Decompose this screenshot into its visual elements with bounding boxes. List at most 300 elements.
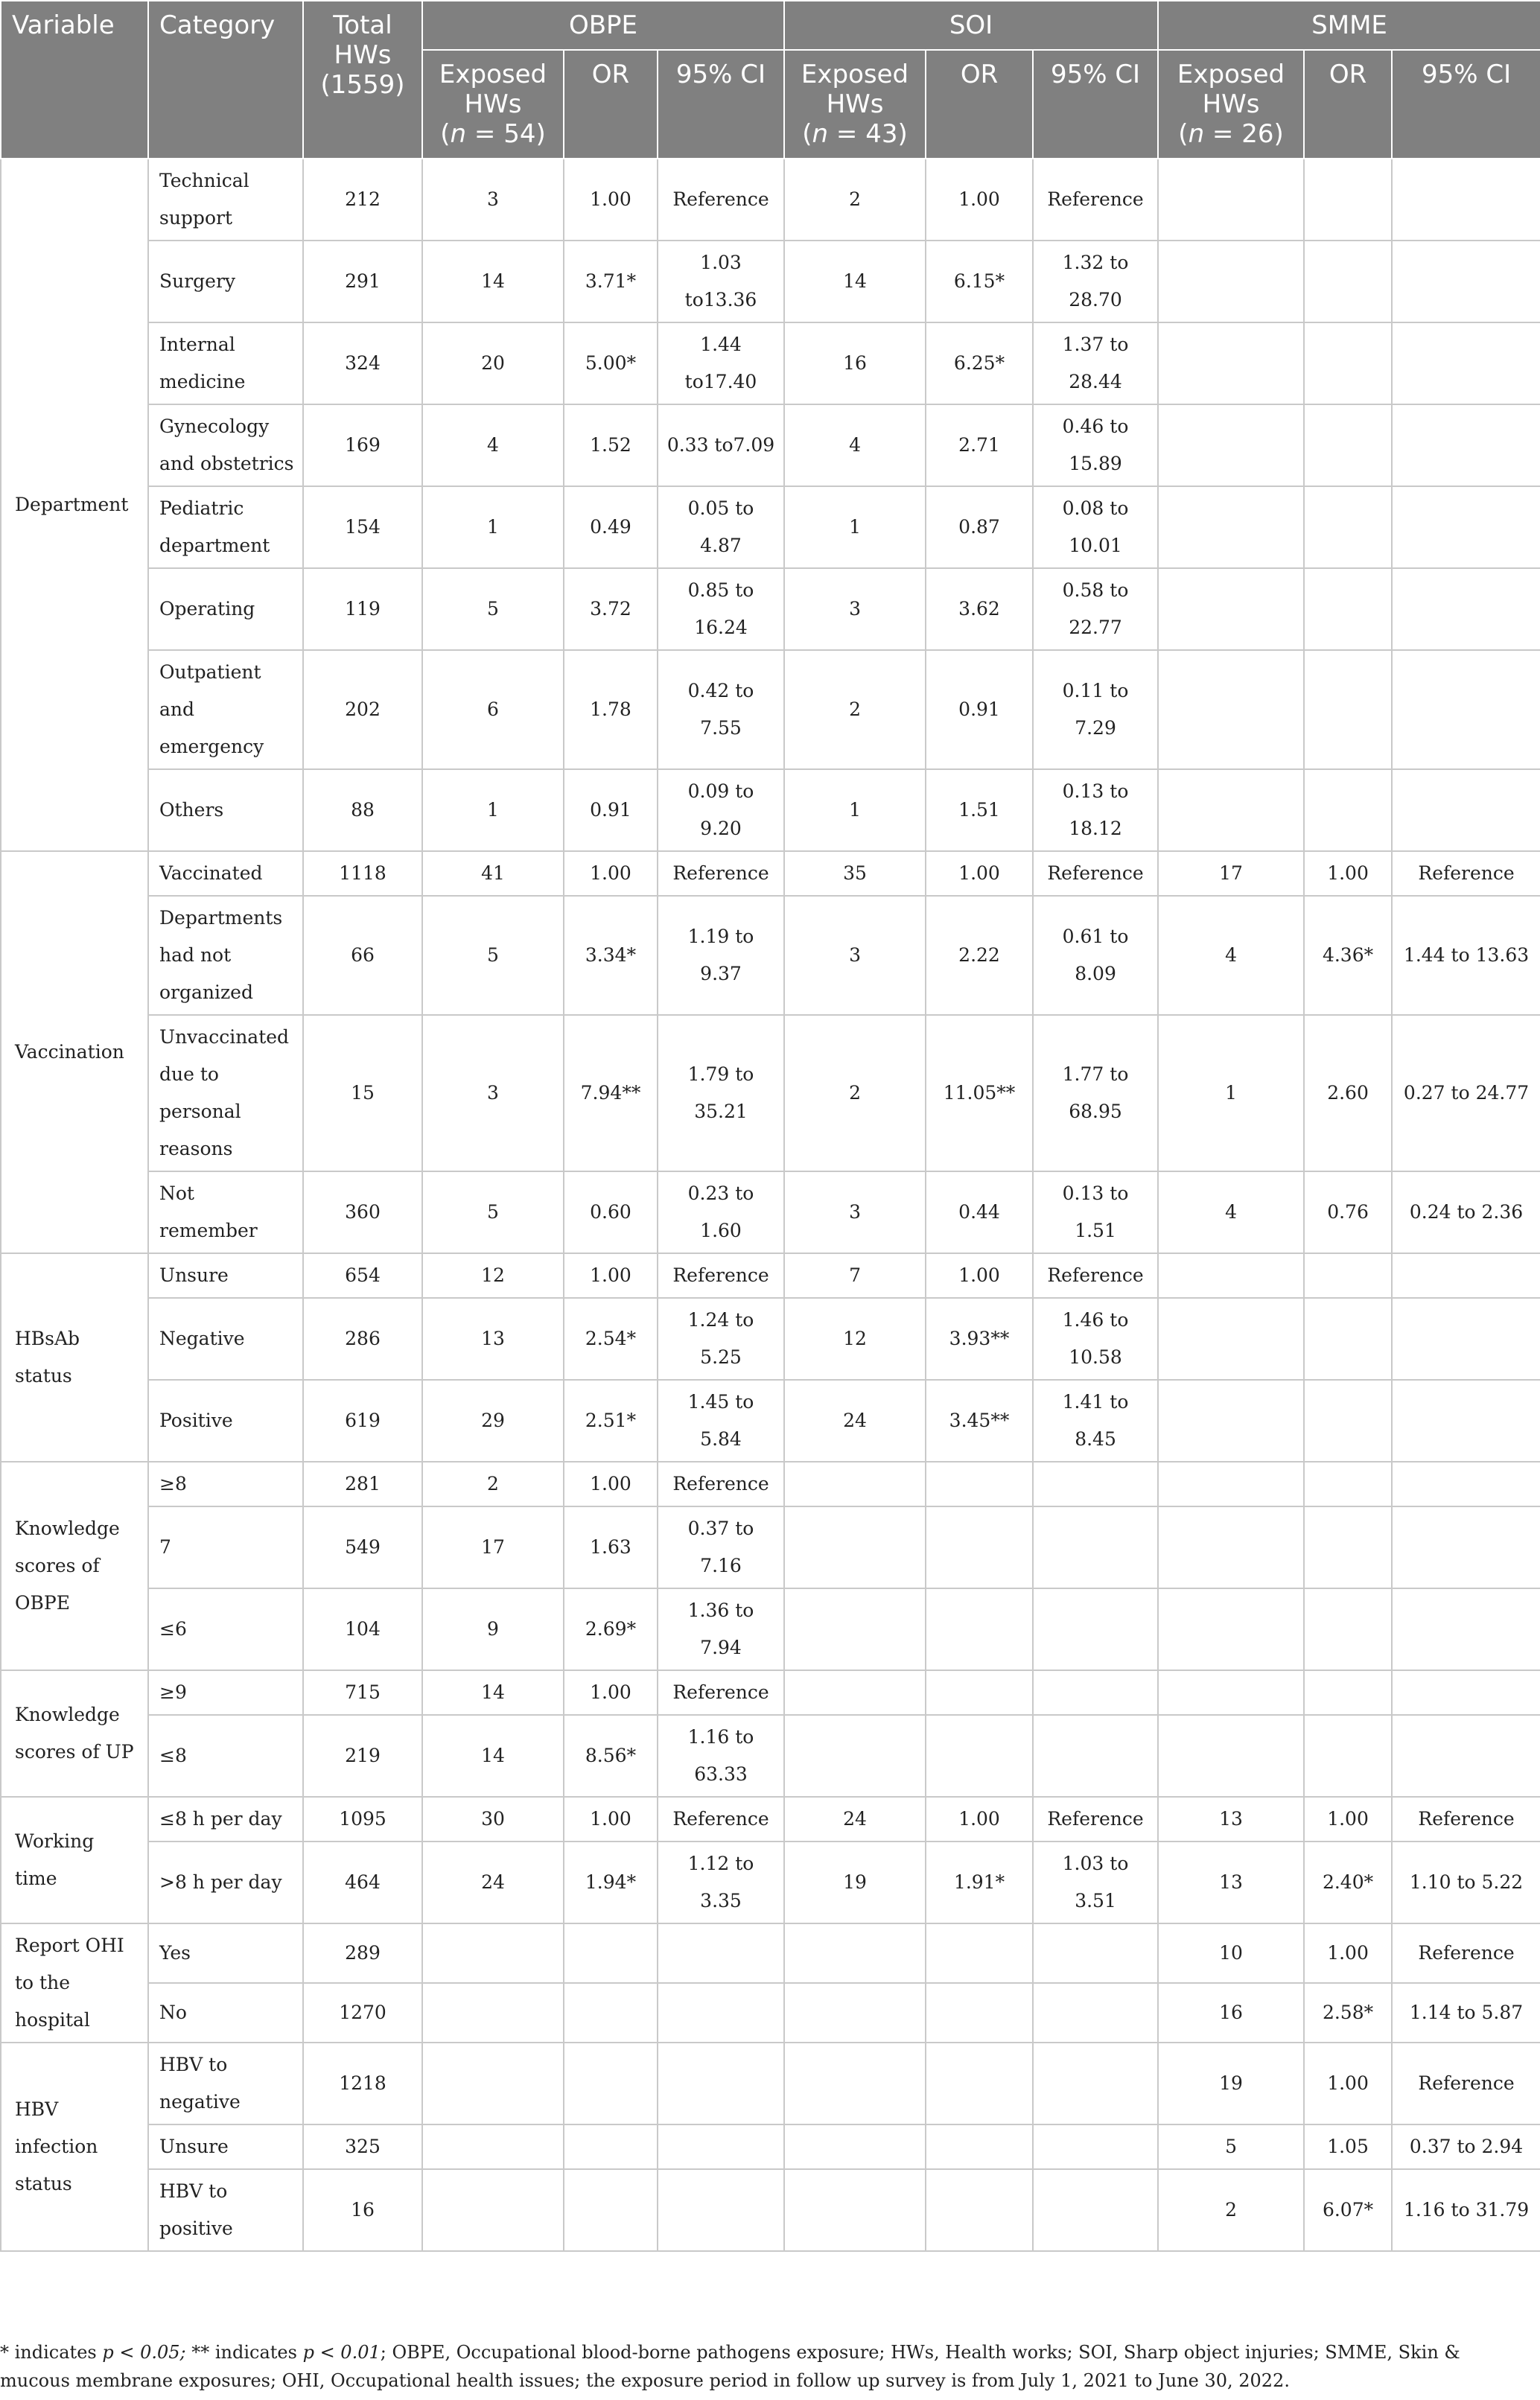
smme-ci-cell: 1.10 to 5.22 [1392, 1842, 1540, 1923]
soi-or-cell [926, 1715, 1033, 1797]
obpe-exposed-cell: 2 [422, 1462, 564, 1506]
soi-ci-cell [1033, 1923, 1158, 1983]
variable-cell: Vaccination [1, 851, 148, 1253]
soi-ci-cell: 0.58 to 22.77 [1033, 568, 1158, 650]
smme-exposed-cell [1158, 1715, 1304, 1797]
table-body [1, 159, 1540, 2251]
soi-group-header: SOI [784, 1, 1158, 50]
soi-or-cell: 6.15* [926, 241, 1033, 322]
obpe-or-cell: 1.00 [564, 159, 658, 241]
total-cell: 360 [303, 1171, 422, 1253]
total-cell: 1118 [303, 851, 422, 896]
smme-ci-cell [1392, 568, 1540, 650]
category-header: Category [148, 1, 303, 159]
category-cell: Operating [148, 568, 303, 650]
soi-exposed-cell: 12 [784, 1298, 926, 1380]
smme-or-cell: 1.05 [1304, 2124, 1392, 2169]
smme-ci-cell [1392, 1462, 1540, 1506]
obpe-or-cell: 1.00 [564, 1670, 658, 1715]
obpe-ci-cell: 1.16 to 63.33 [658, 1715, 784, 1797]
obpe-or-cell: 2.51* [564, 1380, 658, 1462]
smme-exposed-cell [1158, 486, 1304, 568]
smme-ci-cell: Reference [1392, 2043, 1540, 2124]
soi-ci-cell: 1.77 to 68.95 [1033, 1015, 1158, 1171]
obpe-or-cell: 5.00* [564, 322, 658, 404]
obpe-ci-cell [658, 1923, 784, 1983]
soi-ci-cell: Reference [1033, 159, 1158, 241]
total-cell: 715 [303, 1670, 422, 1715]
soi-ci-cell: 1.46 to 10.58 [1033, 1298, 1158, 1380]
soi-exposed-cell [784, 1462, 926, 1506]
soi-ci-cell: 0.13 to 1.51 [1033, 1171, 1158, 1253]
category-cell: HBV to negative [148, 2043, 303, 2124]
obpe-ci-cell: Reference [658, 1462, 784, 1506]
soi-or-cell [926, 2043, 1033, 2124]
obpe-exposed-cell: 4 [422, 404, 564, 486]
obpe-or-cell: 3.71* [564, 241, 658, 322]
soi-or-cell: 3.62 [926, 568, 1033, 650]
total-cell: 119 [303, 568, 422, 650]
obpe-exposed-cell [422, 2169, 564, 2251]
obpe-exposed-cell: 5 [422, 568, 564, 650]
obpe-exposed-cell: 5 [422, 896, 564, 1015]
obpe-or-cell [564, 2043, 658, 2124]
smme-or-cell [1304, 404, 1392, 486]
obpe-ci-cell: 0.09 to 9.20 [658, 769, 784, 851]
soi-exposed-cell [784, 2169, 926, 2251]
total-cell: 66 [303, 896, 422, 1015]
variable-cell: Department [1, 159, 148, 851]
soi-exposed-cell: 1 [784, 486, 926, 568]
soi-ci-cell: 1.37 to 28.44 [1033, 322, 1158, 404]
soi-or-cell: 1.00 [926, 851, 1033, 896]
smme-ci-cell [1392, 1380, 1540, 1462]
soi-or-header: OR [926, 50, 1033, 159]
table-row [1, 1983, 1540, 2043]
smme-exposed-cell [1158, 241, 1304, 322]
category-cell: ≤8 h per day [148, 1797, 303, 1842]
obpe-ci-cell: Reference [658, 1253, 784, 1298]
total-cell: 1270 [303, 1983, 422, 2043]
soi-ci-header: 95% CI [1033, 50, 1158, 159]
obpe-or-cell: 3.72 [564, 568, 658, 650]
category-cell: >8 h per day [148, 1842, 303, 1923]
total-hws-header: Total HWs (1559) [303, 1, 422, 159]
obpe-exposed-cell: 6 [422, 650, 564, 769]
table-row [1, 486, 1540, 568]
total-cell: 324 [303, 322, 422, 404]
smme-or-cell [1304, 1715, 1392, 1797]
obpe-ci-cell [658, 1983, 784, 2043]
soi-ci-cell: 1.32 to 28.70 [1033, 241, 1158, 322]
soi-ci-cell: 0.13 to 18.12 [1033, 769, 1158, 851]
obpe-ci-cell: Reference [658, 1670, 784, 1715]
category-cell: Gynecology and obstetrics [148, 404, 303, 486]
obpe-exposed-cell: 20 [422, 322, 564, 404]
obpe-or-cell: 0.60 [564, 1171, 658, 1253]
obpe-exposed-header: Exposed HWs (n = 54) [422, 50, 564, 159]
obpe-exposed-cell: 5 [422, 1171, 564, 1253]
obpe-exposed-cell: 14 [422, 1670, 564, 1715]
smme-or-cell [1304, 1670, 1392, 1715]
obpe-exposed-cell: 1 [422, 769, 564, 851]
smme-ci-cell [1392, 404, 1540, 486]
total-cell: 619 [303, 1380, 422, 1462]
total-cell: 464 [303, 1842, 422, 1923]
total-cell: 325 [303, 2124, 422, 2169]
total-cell: 654 [303, 1253, 422, 1298]
category-cell: Unsure [148, 1253, 303, 1298]
smme-or-cell [1304, 650, 1392, 769]
smme-ci-cell [1392, 769, 1540, 851]
table-row [1, 568, 1540, 650]
obpe-or-cell [564, 1923, 658, 1983]
obpe-or-cell: 1.52 [564, 404, 658, 486]
category-cell: Not remember [148, 1171, 303, 1253]
soi-ci-cell: 0.11 to 7.29 [1033, 650, 1158, 769]
smme-or-cell [1304, 1298, 1392, 1380]
obpe-ci-cell: 0.42 to 7.55 [658, 650, 784, 769]
obpe-or-cell [564, 2169, 658, 2251]
smme-or-cell [1304, 159, 1392, 241]
smme-ci-cell: Reference [1392, 1797, 1540, 1842]
category-cell: ≤6 [148, 1588, 303, 1670]
total-cell: 291 [303, 241, 422, 322]
variable-cell: Knowledge scores of OBPE [1, 1462, 148, 1670]
obpe-ci-header: 95% CI [658, 50, 784, 159]
soi-exposed-cell [784, 1588, 926, 1670]
obpe-exposed-cell [422, 1923, 564, 1983]
soi-ci-cell: Reference [1033, 1253, 1158, 1298]
soi-or-cell: 1.91* [926, 1842, 1033, 1923]
category-cell: Unvaccinated due to personal reasons [148, 1015, 303, 1171]
soi-ci-cell: 1.03 to 3.51 [1033, 1842, 1158, 1923]
soi-exposed-cell: 2 [784, 650, 926, 769]
obpe-or-cell: 1.00 [564, 851, 658, 896]
obpe-exposed-cell: 41 [422, 851, 564, 896]
obpe-group-header: OBPE [422, 1, 784, 50]
obpe-or-cell: 2.69* [564, 1588, 658, 1670]
smme-exposed-cell [1158, 1588, 1304, 1670]
obpe-ci-cell: 1.12 to 3.35 [658, 1842, 784, 1923]
smme-exposed-cell [1158, 650, 1304, 769]
smme-ci-cell [1392, 322, 1540, 404]
obpe-or-cell: 1.63 [564, 1506, 658, 1588]
smme-exposed-cell [1158, 159, 1304, 241]
soi-ci-cell [1033, 1462, 1158, 1506]
smme-exposed-cell [1158, 1670, 1304, 1715]
category-cell: Vaccinated [148, 851, 303, 896]
smme-or-cell: 2.60 [1304, 1015, 1392, 1171]
variable-cell: Report OHI to the hospital [1, 1923, 148, 2043]
soi-ci-cell: Reference [1033, 851, 1158, 896]
smme-or-cell: 4.36* [1304, 896, 1392, 1015]
obpe-ci-cell: 1.19 to 9.37 [658, 896, 784, 1015]
smme-ci-cell [1392, 1715, 1540, 1797]
soi-or-cell: 6.25* [926, 322, 1033, 404]
total-cell: 169 [303, 404, 422, 486]
smme-exposed-cell [1158, 1506, 1304, 1588]
smme-exposed-cell: 19 [1158, 2043, 1304, 2124]
soi-or-cell [926, 2169, 1033, 2251]
table-row [1, 1670, 1540, 1715]
header-row-top [1, 1, 1540, 50]
obpe-ci-cell: 1.36 to 7.94 [658, 1588, 784, 1670]
soi-or-cell [926, 2124, 1033, 2169]
category-cell: Yes [148, 1923, 303, 1983]
obpe-ci-cell: 1.24 to 5.25 [658, 1298, 784, 1380]
soi-exposed-cell [784, 2124, 926, 2169]
total-cell: 549 [303, 1506, 422, 1588]
soi-or-cell: 3.93** [926, 1298, 1033, 1380]
smme-ci-cell: Reference [1392, 1923, 1540, 1983]
category-cell: HBV to positive [148, 2169, 303, 2251]
smme-group-header: SMME [1158, 1, 1540, 50]
soi-or-cell: 1.00 [926, 159, 1033, 241]
soi-or-cell: 0.44 [926, 1171, 1033, 1253]
smme-ci-cell [1392, 1670, 1540, 1715]
soi-ci-cell: 1.41 to 8.45 [1033, 1380, 1158, 1462]
smme-exposed-cell: 1 [1158, 1015, 1304, 1171]
smme-exposed-cell [1158, 568, 1304, 650]
smme-or-cell [1304, 241, 1392, 322]
soi-exposed-cell [784, 1506, 926, 1588]
soi-exposed-cell: 14 [784, 241, 926, 322]
table-footnote: * indicates p < 0.05; ** indicates p < 0.01; OBPE, Occupational blood-borne pathogens exposure; HWs, Health works; SOI, Sharp object injuries; SMME, Skin & mucous membrane exposures; OHI, Occupational health issues; the exposure period in follow up survey is from July 1, 2021 to June 30, 2022. [0, 2342, 1460, 2391]
category-cell: Negative [148, 1298, 303, 1380]
obpe-exposed-cell: 1 [422, 486, 564, 568]
variable-cell: Knowledge scores of UP [1, 1670, 148, 1797]
total-cell: 219 [303, 1715, 422, 1797]
table-row [1, 1380, 1540, 1462]
smme-exposed-cell: 13 [1158, 1797, 1304, 1842]
soi-or-cell: 0.91 [926, 650, 1033, 769]
soi-exposed-cell: 24 [784, 1380, 926, 1462]
obpe-ci-cell: 1.45 to 5.84 [658, 1380, 784, 1462]
soi-exposed-cell: 19 [784, 1842, 926, 1923]
category-cell: Positive [148, 1380, 303, 1462]
soi-or-cell [926, 1588, 1033, 1670]
category-cell: ≥8 [148, 1462, 303, 1506]
total-cell: 1095 [303, 1797, 422, 1842]
total-cell: 15 [303, 1015, 422, 1171]
obpe-ci-cell: Reference [658, 1797, 784, 1842]
smme-exposed-cell: 4 [1158, 896, 1304, 1015]
smme-ci-cell: 0.37 to 2.94 [1392, 2124, 1540, 2169]
smme-exposed-cell [1158, 1462, 1304, 1506]
obpe-exposed-cell: 17 [422, 1506, 564, 1588]
soi-exposed-cell: 35 [784, 851, 926, 896]
smme-exposed-cell: 2 [1158, 2169, 1304, 2251]
obpe-or-cell: 7.94** [564, 1015, 658, 1171]
smme-or-cell: 1.00 [1304, 2043, 1392, 2124]
soi-ci-cell [1033, 1715, 1158, 1797]
soi-ci-cell [1033, 1588, 1158, 1670]
table-row [1, 1171, 1540, 1253]
obpe-ci-cell: 0.05 to 4.87 [658, 486, 784, 568]
obpe-exposed-cell: 30 [422, 1797, 564, 1842]
smme-ci-cell [1392, 1588, 1540, 1670]
table-row [1, 650, 1540, 769]
soi-or-cell [926, 1506, 1033, 1588]
obpe-exposed-cell [422, 2124, 564, 2169]
category-cell: ≤8 [148, 1715, 303, 1797]
smme-exposed-cell: 10 [1158, 1923, 1304, 1983]
table-row [1, 1506, 1540, 1588]
table-row [1, 241, 1540, 322]
total-cell: 16 [303, 2169, 422, 2251]
soi-ci-cell: 0.61 to 8.09 [1033, 896, 1158, 1015]
obpe-or-cell: 1.00 [564, 1462, 658, 1506]
soi-exposed-cell: 3 [784, 896, 926, 1015]
obpe-ci-cell [658, 2043, 784, 2124]
smme-exposed-cell [1158, 1253, 1304, 1298]
obpe-or-cell [564, 1983, 658, 2043]
smme-ci-cell: 0.27 to 24.77 [1392, 1015, 1540, 1171]
obpe-exposed-cell: 13 [422, 1298, 564, 1380]
table-row [1, 2043, 1540, 2124]
soi-ci-cell [1033, 1983, 1158, 2043]
table-row [1, 1015, 1540, 1171]
total-cell: 281 [303, 1462, 422, 1506]
smme-ci-cell [1392, 486, 1540, 568]
table-row [1, 1462, 1540, 1506]
smme-exposed-cell [1158, 1298, 1304, 1380]
obpe-exposed-cell: 12 [422, 1253, 564, 1298]
smme-or-cell: 2.40* [1304, 1842, 1392, 1923]
total-cell: 289 [303, 1923, 422, 1983]
smme-or-cell: 0.76 [1304, 1171, 1392, 1253]
smme-or-cell [1304, 568, 1392, 650]
smme-exposed-cell: 4 [1158, 1171, 1304, 1253]
category-cell: Outpatient and emergency [148, 650, 303, 769]
table-row [1, 2169, 1540, 2251]
obpe-ci-cell: 1.03 to13.36 [658, 241, 784, 322]
smme-or-header: OR [1304, 50, 1392, 159]
obpe-exposed-cell [422, 2043, 564, 2124]
smme-or-cell: 1.00 [1304, 851, 1392, 896]
smme-or-cell [1304, 486, 1392, 568]
obpe-exposed-cell [422, 1983, 564, 2043]
smme-ci-cell: Reference [1392, 851, 1540, 896]
smme-or-cell: 6.07* [1304, 2169, 1392, 2251]
soi-or-cell: 1.51 [926, 769, 1033, 851]
soi-or-cell [926, 1462, 1033, 1506]
variable-cell: HBV infection status [1, 2043, 148, 2251]
smme-or-cell [1304, 1253, 1392, 1298]
obpe-or-cell: 8.56* [564, 1715, 658, 1797]
category-cell: 7 [148, 1506, 303, 1588]
obpe-or-cell: 2.54* [564, 1298, 658, 1380]
soi-exposed-cell [784, 1670, 926, 1715]
obpe-ci-cell: Reference [658, 851, 784, 896]
soi-exposed-cell [784, 1983, 926, 2043]
category-cell: Unsure [148, 2124, 303, 2169]
soi-or-cell [926, 1670, 1033, 1715]
smme-exposed-cell: 13 [1158, 1842, 1304, 1923]
obpe-ci-cell: 0.23 to 1.60 [658, 1171, 784, 1253]
soi-exposed-cell: 2 [784, 159, 926, 241]
total-cell: 286 [303, 1298, 422, 1380]
obpe-or-cell: 1.00 [564, 1253, 658, 1298]
table-row [1, 1797, 1540, 1842]
obpe-exposed-cell: 3 [422, 1015, 564, 1171]
obpe-exposed-cell: 9 [422, 1588, 564, 1670]
smme-exposed-cell: 5 [1158, 2124, 1304, 2169]
table-row [1, 896, 1540, 1015]
smme-exposed-cell [1158, 1380, 1304, 1462]
smme-ci-cell: 1.14 to 5.87 [1392, 1983, 1540, 2043]
soi-exposed-cell: 7 [784, 1253, 926, 1298]
soi-ci-cell [1033, 2043, 1158, 2124]
category-cell: Technical support [148, 159, 303, 241]
soi-exposed-cell: 2 [784, 1015, 926, 1171]
soi-or-cell: 11.05** [926, 1015, 1033, 1171]
total-cell: 104 [303, 1588, 422, 1670]
variable-header: Variable [1, 1, 148, 159]
soi-or-cell: 0.87 [926, 486, 1033, 568]
smme-exposed-header: Exposed HWs (n = 26) [1158, 50, 1304, 159]
obpe-exposed-cell: 14 [422, 241, 564, 322]
smme-exposed-cell [1158, 769, 1304, 851]
obpe-ci-cell: 0.85 to 16.24 [658, 568, 784, 650]
obpe-or-header: OR [564, 50, 658, 159]
total-cell: 202 [303, 650, 422, 769]
table-row [1, 1588, 1540, 1670]
soi-exposed-cell [784, 2043, 926, 2124]
soi-or-cell [926, 1923, 1033, 1983]
table-row [1, 851, 1540, 896]
soi-exposed-cell: 3 [784, 1171, 926, 1253]
category-cell: Internal medicine [148, 322, 303, 404]
smme-ci-cell [1392, 1298, 1540, 1380]
soi-or-cell [926, 1983, 1033, 2043]
soi-ci-cell [1033, 2169, 1158, 2251]
table-row [1, 2124, 1540, 2169]
obpe-or-cell: 3.34* [564, 896, 658, 1015]
category-cell: Surgery [148, 241, 303, 322]
table-row [1, 1298, 1540, 1380]
smme-or-cell: 1.00 [1304, 1797, 1392, 1842]
total-cell: 1218 [303, 2043, 422, 2124]
total-cell: 88 [303, 769, 422, 851]
smme-exposed-cell: 16 [1158, 1983, 1304, 2043]
total-cell: 212 [303, 159, 422, 241]
obpe-ci-cell: 1.79 to 35.21 [658, 1015, 784, 1171]
table-row [1, 1923, 1540, 1983]
smme-ci-cell [1392, 1253, 1540, 1298]
table-row [1, 159, 1540, 241]
soi-exposed-cell: 16 [784, 322, 926, 404]
total-cell: 154 [303, 486, 422, 568]
category-cell: Departments had not organized [148, 896, 303, 1015]
table-row [1, 404, 1540, 486]
smme-or-cell [1304, 769, 1392, 851]
obpe-exposed-cell: 14 [422, 1715, 564, 1797]
variable-cell: Working time [1, 1797, 148, 1923]
smme-ci-cell: 1.44 to 13.63 [1392, 896, 1540, 1015]
smme-or-cell: 2.58* [1304, 1983, 1392, 2043]
smme-ci-cell [1392, 241, 1540, 322]
category-cell: No [148, 1983, 303, 2043]
soi-or-cell: 1.00 [926, 1253, 1033, 1298]
category-cell: Others [148, 769, 303, 851]
soi-ci-cell [1033, 2124, 1158, 2169]
smme-exposed-cell: 17 [1158, 851, 1304, 896]
smme-ci-cell [1392, 650, 1540, 769]
soi-exposed-cell [784, 1715, 926, 1797]
obpe-ci-cell [658, 2124, 784, 2169]
